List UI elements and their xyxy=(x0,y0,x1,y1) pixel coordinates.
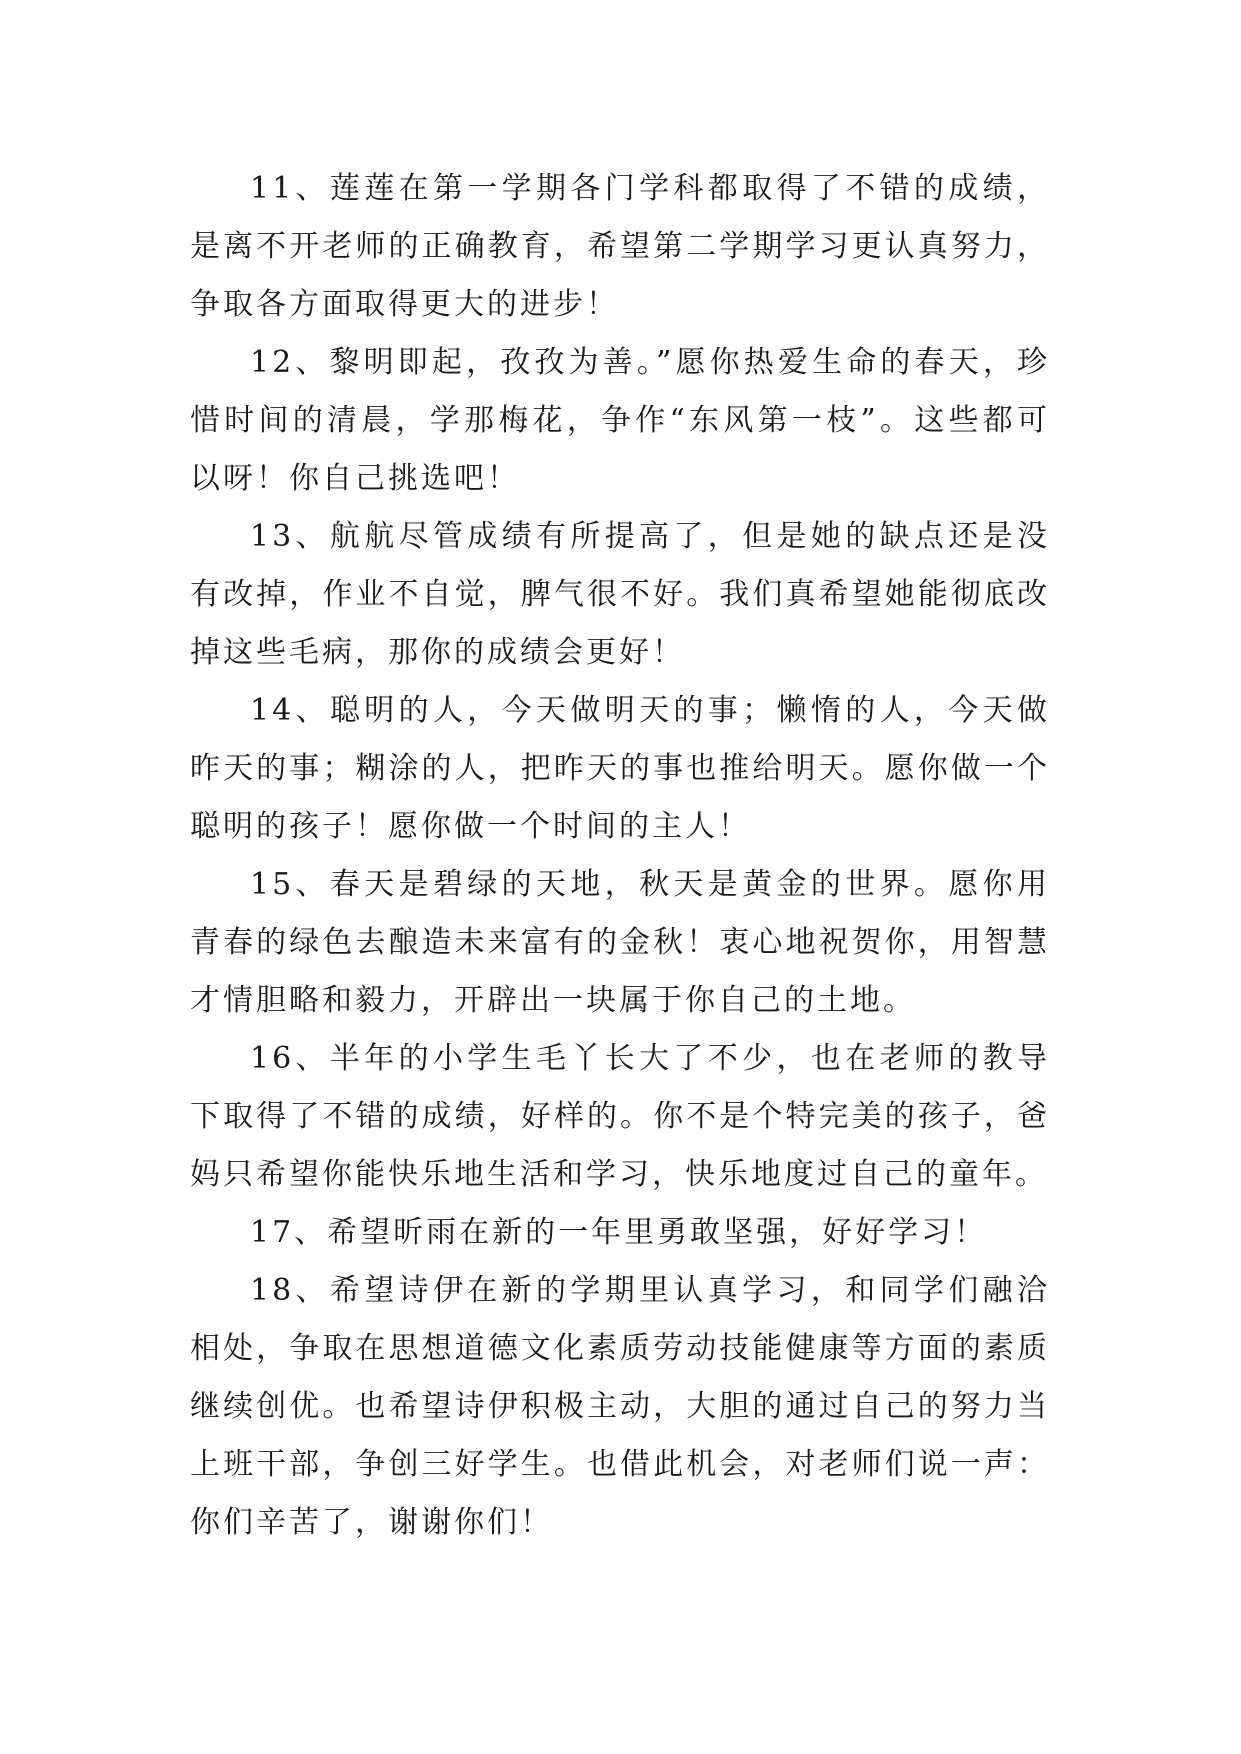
paragraph-12: 12、黎明即起，孜孜为善。”愿你热爱生命的春天，珍惜时间的清晨，学那梅花，争作“东风第一枝”。这些都可以呀！你自己挑选吧！ xyxy=(190,345,1050,496)
paragraph-18: 18、希望诗伊在新的学期里认真学习，和同学们融洽相处，争取在思想道德文化素质劳动技能健康等方面的素质继续创优。也希望诗伊积极主动，大胆的通过自己的努力当上班干部，争创三好学生。也借此机会，对老师们说一声：你们辛苦了，谢谢你们！ xyxy=(190,1273,1050,1540)
paragraph-17: 17、希望昕雨在新的一年里勇敢坚强，好好学习！ xyxy=(250,1215,988,1250)
paragraph-16: 16、半年的小学生毛丫长大了不少，也在老师的教导下取得了不错的成绩，好样的。你不是个特完美的孩子，爸妈只希望你能快乐地生活和学习，快乐地度过自己的童年。 xyxy=(190,1041,1050,1192)
paragraph-13: 13、航航尽管成绩有所提高了，但是她的缺点还是没有改掉，作业不自觉，脾气很不好。我们真希望她能彻底改掉这些毛病，那你的成绩会更好！ xyxy=(190,519,1050,670)
paragraph-15: 15、春天是碧绿的天地，秋天是黄金的世界。愿你用青春的绿色去酿造未来富有的金秋！衷心地祝贺你，用智慧才情胆略和毅力，开辟出一块属于你自己的土地。 xyxy=(190,867,1050,1018)
paragraph-14: 14、聪明的人，今天做明天的事；懒惰的人，今天做昨天的事；糊涂的人，把昨天的事也推给明天。愿你做一个聪明的孩子！愿你做一个时间的主人！ xyxy=(190,693,1050,844)
document-body xyxy=(190,160,1050,1552)
paragraph-11: 11、莲莲在第一学期各门学科都取得了不错的成绩，是离不开老师的正确教育，希望第二学期学习更认真努力，争取各方面取得更大的进步！ xyxy=(190,171,1050,322)
